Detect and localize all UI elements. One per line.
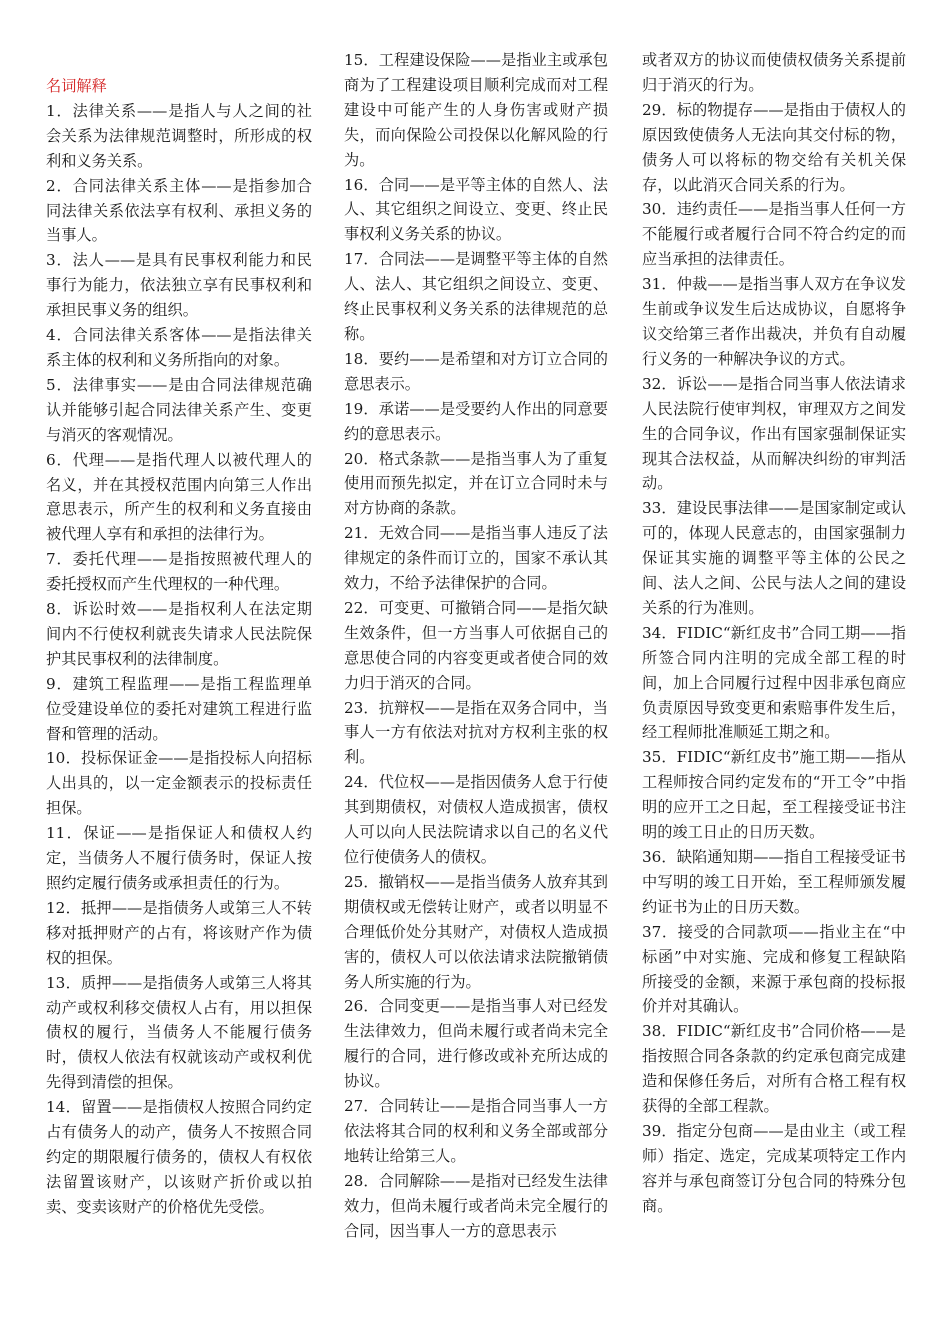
column-right (642, 48, 906, 1219)
term-entry: 28．合同解除——是指对已经发生法律效力，但尚未履行或者尚未完全履行的合同，因当事人一方的意思表示 (344, 1171, 608, 1240)
term-entry: 21．无效合同——是指当事人违反了法律规定的条件而订立的，国家不承认其效力，不给予法律保护的合同。 (344, 524, 608, 593)
term-entry: 38．FIDIC“新红皮书”合同价格——是指按照合同各条款的约定承包商完成建造和保修任务后，对所有合格工程有权获得的全部工程款。 (642, 1022, 906, 1116)
term-entry: 20．格式条款——是指当事人为了重复使用而预先拟定，并在订立合同时未与对方协商的条款。 (344, 449, 608, 518)
term-entry: 5．法律事实——是由合同法律规范确认并能够引起合同法律关系产生、变更与消灭的客观情况。 (46, 375, 312, 444)
term-entry: 2．合同法律关系主体——是指参加合同法律关系依法享有权利、承担义务的当事人。 (46, 176, 312, 245)
term-entry: 11．保证——是指保证人和债权人约定，当债务人不履行债务时，保证人按照约定履行债务或承担责任的行为。 (46, 824, 312, 892)
term-entry: 15．工程建设保险——是指业主或承包商为了工程建设项目顺利完成而对工程建设中可能产生的人身伤害或财产损失，而向保险公司投保以化解风险的行为。 (344, 51, 608, 169)
term-entry: 12．抵押——是指债务人或第三人不转移对抵押财产的占有，将该财产作为债权的担保。 (46, 898, 312, 967)
term-entry: 35．FIDIC“新红皮书”施工期——指从工程师按合同约定发布的“开工令”中指明的应开工之日起，至工程接受证书注明的竣工日止的日历天数。 (642, 748, 906, 842)
term-entry: 23．抗辩权——是指在双务合同中，当事人一方有依法对抗对方权利主张的权利。 (344, 698, 608, 767)
term-entry: 4．合同法律关系客体——是指法律关系主体的权利和义务所指向的对象。 (46, 326, 312, 369)
term-entry: 31．仲裁——是指当事人双方在争议发生前或争议发生后达成协议，自愿将争议交给第三者作出裁决，并负有自动履行义务的一种解决争议的方式。 (642, 275, 906, 368)
term-entry: 30．违约责任——是指当事人任何一方不能履行或者履行合同不符合约定的而应当承担的法律责任。 (642, 200, 906, 269)
term-entry: 32．诉讼——是指合同当事人依法请求人民法院行使审判权，审理双方之间发生的合同争议，作出有国家强制保证实现其合法权益，从而解决纠纷的审判活动。 (642, 374, 906, 493)
term-entry: 14．留置——是指债权人按照合同约定占有债务人的动产，债务人不按照合同约定的期限履行债务的，债权人有权依法留置该财产，以该财产折价或以拍卖、变卖该财产的价格优先受偿。 (46, 1098, 312, 1216)
term-entry: 22．可变更、可撤销合同——是指欠缺生效条件，但一方当事人可依据自己的意思使合同的内容变更或者使合同的效力归于消灭的合同。 (344, 598, 608, 692)
term-entry: 10．投标保证金——是指投标人向招标人出具的，以一定金额表示的投标责任担保。 (46, 749, 312, 818)
term-entry: 6．代理——是指代理人以被代理人的名义，并在其授权范围内向第三人作出意思表示，所产生的权利和义务直接由被代理人享有和承担的法律行为。 (46, 450, 312, 544)
term-entry: 或者双方的协议而使债权债务关系提前归于消灭的行为。 (642, 51, 906, 94)
term-entry: 34．FIDIC“新红皮书”合同工期——指所签合同内注明的完成全部工程的时间，加上合同履行过程中因非承包商应负责原因导致变更和索赔事件发生后，经工程师批准顺延工期之和。 (642, 623, 906, 742)
term-entry: 8．诉讼时效——是指权利人在法定期间内不行使权利就丧失请求人民法院保护其民事权利的法律制度。 (46, 600, 312, 668)
term-entry: 25．撤销权——是指当债务人放弃其到期债权或无偿转让财产，或者以明显不合理低价处分其财产，对债权人造成损害的，债权人可以依法请求法院撤销债务人所实施的行为。 (344, 872, 608, 991)
section-heading: 名词解释 (46, 77, 107, 95)
term-entry: 37．接受的合同款项——指业主在“中标函”中对实施、完成和修复工程缺陷所接受的金额，来源于承包商的投标报价并对其确认。 (642, 922, 906, 1016)
term-entry: 3．法人——是具有民事权利能力和民事行为能力，依法独立享有民事权利和承担民事义务的组织。 (46, 251, 312, 320)
term-entry: 18．要约——是希望和对方订立合同的意思表示。 (344, 349, 608, 393)
term-entry: 39．指定分包商——是由业主（或工程师）指定、选定，完成某项特定工作内容并与承包商签订分包合同的特殊分包商。 (642, 1121, 906, 1215)
column-left (46, 74, 312, 1220)
term-entry: 1．法律关系——是指人与人之间的社会关系为法律规范调整时，所形成的权利和义务关系。 (46, 101, 312, 170)
term-entry: 13．质押——是指债务人或第三人将其动产或权利移交债权人占有，用以担保债权的履行，当债务人不能履行债务时，债权人依法有权就该动产或权利优先得到清偿的担保。 (46, 973, 312, 1092)
term-entry: 7．委托代理——是指按照被代理人的委托授权而产生代理权的一种代理。 (46, 550, 312, 594)
term-entry: 33．建设民事法律——是国家制定或认可的，体现人民意志的，由国家强制力保证其实施的调整平等主体的公民之间、法人之间、公民与法人之间的建设关系的行为准则。 (642, 499, 906, 617)
column-middle (344, 48, 608, 1244)
term-entry: 26．合同变更——是指当事人对已经发生法律效力，但尚未履行或者尚未完全履行的合同，进行修改或补充所达成的协议。 (344, 997, 608, 1091)
term-entry: 9．建筑工程监理——是指工程监理单位受建设单位的委托对建筑工程进行监督和管理的活动。 (46, 674, 312, 743)
term-entry: 19．承诺——是受要约人作出的同意要约的意思表示。 (344, 399, 608, 443)
term-entry: 36．缺陷通知期——指自工程接受证书中写明的竣工日开始，至工程师颁发履约证书为止的日历天数。 (642, 848, 906, 916)
term-entry: 16．合同——是平等主体的自然人、法人、其它组织之间设立、变更、终止民事权利义务关系的协议。 (344, 175, 608, 244)
term-entry: 27．合同转让——是指合同当事人一方依法将其合同的权利和义务全部或部分地转让给第三人。 (344, 1097, 608, 1165)
term-entry: 29．标的物提存——是指由于债权人的原因致使债务人无法向其交付标的物，债务人可以将标的物交给有关机关保存，以此消灭合同关系的行为。 (642, 100, 906, 194)
term-entry: 24．代位权——是指因债务人怠于行使其到期债权，对债权人造成损害，债权人可以向人民法院请求以自己的名义代位行使债务人的债权。 (344, 773, 608, 866)
term-entry: 17．合同法——是调整平等主体的自然人、法人、其它组织之间设立、变更、终止民事权利义务关系的法律规范的总称。 (344, 250, 608, 343)
